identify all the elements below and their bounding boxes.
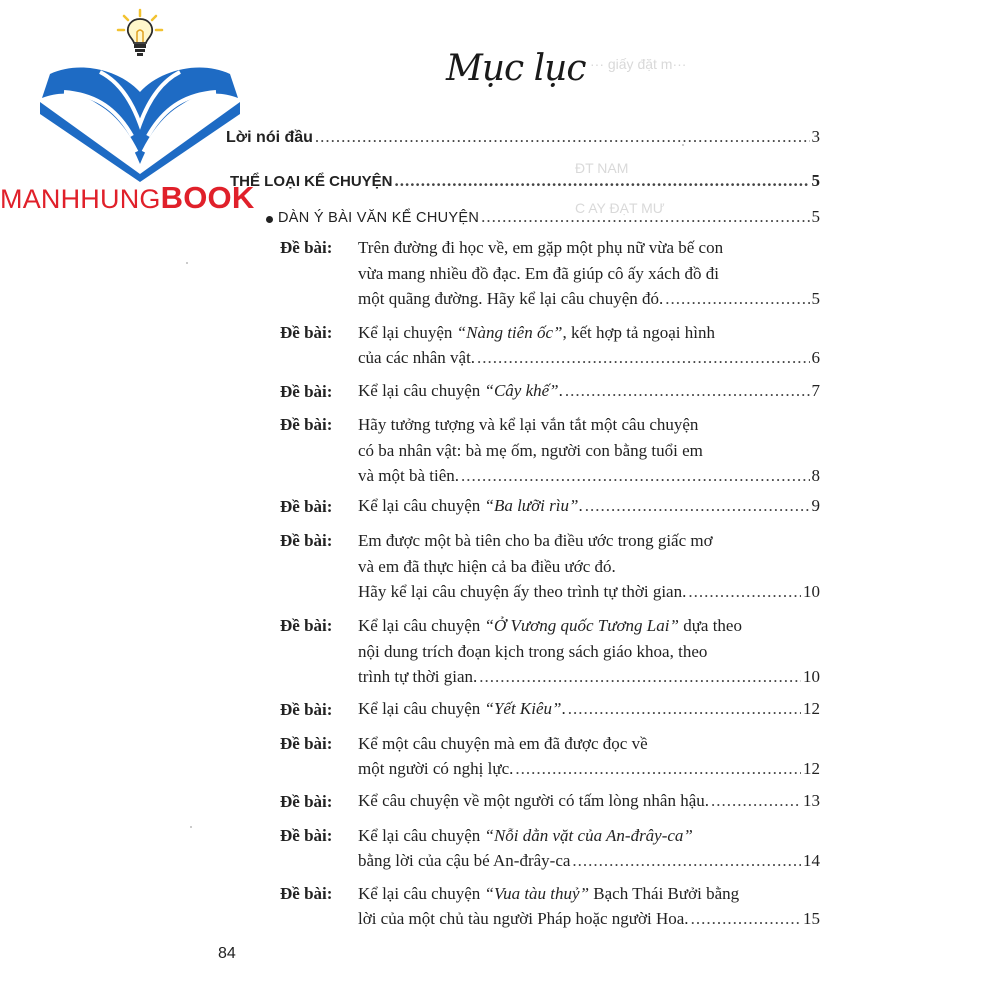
toc-entry-last-line	[358, 497, 820, 514]
entry-line: Kể lại câu chuyện “Yết Kiêu”.	[358, 699, 566, 718]
toc-page: 5	[811, 171, 820, 190]
page-title: Mục lục	[446, 48, 586, 89]
entry-line: Kể lại câu chuyện “Nỗi dằn vặt của An-đrây-ca”	[358, 826, 693, 845]
toc-leader	[461, 467, 809, 484]
toc-leader	[691, 910, 801, 927]
toc-page: 10	[803, 582, 820, 601]
toc-intro-label: Lời nói đầu	[226, 129, 313, 146]
toc-leader	[515, 760, 801, 777]
toc-page: 3	[811, 127, 820, 146]
toc-page: 14	[803, 851, 820, 870]
entry-label: Đề bài:	[280, 382, 333, 401]
entry-line: vừa mang nhiều đồ đạc. Em đã giúp cô ấy xách đồ đi	[358, 264, 719, 283]
entry-line: Kể lại chuyện “Nàng tiên ốc”, kết hợp tả ngoại hình	[358, 323, 715, 342]
paper-speck	[186, 262, 188, 264]
entry-label: Đề bài:	[280, 415, 333, 434]
toc-section-label: THỂ LOẠI KỂ CHUYỆN	[230, 173, 393, 190]
bleed-through-text: C AY ĐẠT MƯ	[575, 200, 665, 216]
entry-line: của các nhân vật.	[358, 348, 476, 367]
toc-page: 12	[803, 759, 820, 778]
toc-page: 15	[803, 909, 820, 928]
entry-line: Kể lại câu chuyện “Vua tàu thuỷ” Bạch Thái Bưởi bằng	[358, 884, 740, 903]
entry-line: bằng lời của cậu bé An-đrây-ca	[358, 851, 571, 870]
toc-leader	[572, 852, 801, 869]
toc-leader	[585, 497, 810, 514]
toc-page: 13	[803, 791, 820, 810]
toc-entry-last-line	[358, 910, 820, 927]
entry-label: Đề bài:	[280, 238, 333, 257]
entry-line: và một bà tiên.	[358, 466, 460, 485]
entry-line: Kể một câu chuyện mà em đã được đọc về	[358, 734, 648, 753]
toc-entry-last-line	[358, 467, 820, 484]
entry-label: Đề bài:	[280, 497, 333, 516]
entry-label: Đề bài:	[280, 323, 333, 342]
brand-name-part2: BOOK	[160, 180, 255, 215]
entry-line: có ba nhân vật: bà mẹ ốm, người con bằng tuổi em	[358, 441, 703, 460]
toc-page: 9	[811, 496, 820, 515]
toc-leader	[481, 208, 809, 225]
toc-leader	[665, 290, 809, 307]
entry-line: nội dung trích đoạn kịch trong sách giáo khoa, theo	[358, 642, 708, 661]
entry-label: Đề bài:	[280, 884, 333, 903]
entry-label: Đề bài:	[280, 792, 333, 811]
toc-subsection-label: DÀN Ý BÀI VĂN KỂ CHUYỆN	[278, 210, 480, 226]
toc-entry-last-line	[358, 700, 820, 717]
toc-row-section	[230, 172, 820, 189]
toc-entry-last-line	[358, 668, 820, 685]
entry-line: Kể lại câu chuyện “Ở Vương quốc Tương Lai” dựa theo	[358, 616, 742, 635]
entry-label: Đề bài:	[280, 700, 333, 719]
toc-entry-last-line	[358, 382, 820, 399]
toc-leader	[477, 349, 809, 366]
toc-page: 6	[811, 348, 820, 367]
brand-name	[0, 182, 254, 213]
entry-line: Kể câu chuyện về một người có tấm lòng nhân hậu.	[358, 791, 710, 810]
entry-line: và em đã thực hiện cả ba điều ước đó.	[358, 557, 616, 576]
entry-line: trình tự thời gian.	[358, 667, 478, 686]
entry-line: Hãy tưởng tượng và kể lại vắn tắt một câu chuyện	[358, 415, 699, 434]
brand-logo	[0, 0, 260, 220]
entry-line: Kể lại câu chuyện “Cây khế”.	[358, 381, 563, 400]
entry-line: một người có nghị lực.	[358, 759, 514, 778]
open-book-icon	[40, 52, 240, 182]
toc-entry-last-line	[358, 852, 820, 869]
entry-label: Đề bài:	[280, 826, 333, 845]
page-number: 84	[218, 945, 236, 962]
toc-entry-last-line	[358, 760, 820, 777]
toc-page: 10	[803, 667, 820, 686]
entry-line: lời của một chủ tàu người Pháp hoặc người Hoa.	[358, 909, 689, 928]
toc-entry-last-line	[358, 349, 820, 366]
toc-leader	[315, 128, 810, 145]
entry-label: Đề bài:	[280, 734, 333, 753]
bleed-through-text: ··· giấy đặt m···	[590, 56, 687, 72]
toc-leader	[711, 792, 801, 809]
toc-leader	[395, 172, 810, 189]
paper-speck	[682, 144, 684, 146]
brand-name-part1: MANHHUNG	[0, 184, 161, 214]
entry-line: một quãng đường. Hãy kể lại câu chuyện đó.	[358, 289, 664, 308]
paper-speck	[190, 826, 192, 828]
toc-leader	[568, 700, 801, 717]
entry-label: Đề bài:	[280, 531, 333, 550]
toc-row-intro	[226, 128, 820, 146]
toc-page: 8	[811, 466, 820, 485]
toc-page: 5	[811, 289, 820, 308]
toc-leader	[565, 382, 810, 399]
toc-row-subsection	[278, 208, 820, 226]
toc-page: 7	[811, 381, 820, 400]
toc-page: 5	[811, 207, 820, 226]
toc-leader	[688, 583, 801, 600]
toc-entry-last-line	[358, 792, 820, 809]
toc-page: 12	[803, 699, 820, 718]
toc-entry-last-line	[358, 583, 820, 600]
entry-line: Trên đường đi học về, em gặp một phụ nữ vừa bế con	[358, 238, 724, 257]
bleed-through-text: ĐT NAM	[575, 160, 629, 176]
toc-leader	[479, 668, 801, 685]
entry-line: Kể lại câu chuyện “Ba lưỡi rìu”.	[358, 496, 583, 515]
entry-line: Hãy kể lại câu chuyện ấy theo trình tự thời gian.	[358, 582, 687, 601]
bullet-icon	[266, 216, 273, 223]
entry-line: Em được một bà tiên cho ba điều ước trong giấc mơ	[358, 531, 713, 550]
entry-label: Đề bài:	[280, 616, 333, 635]
toc-entry-last-line	[358, 290, 820, 307]
